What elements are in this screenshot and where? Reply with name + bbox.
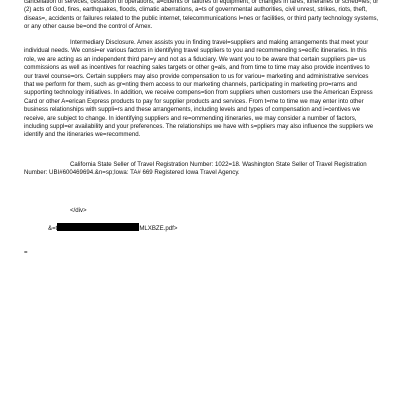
attachment-filename: MLXBZE.pdf>	[139, 225, 178, 232]
attachment-line	[48, 223, 177, 233]
intermediary-disclosure-text: Intermediary Disclosure. Amex assists you in finding travel=suppliers and making arrangements that meet your individual needs. We consi=er various factors in identifying travel suppliers to you and recommending s=ecific itineraries. In this role, we are acting as an independent third par=y and not as a fiduciary. We want you to be aware that certain suppliers pa= us commissions as well as incentives for reaching sales targets or other g=als, and from time to time may also provide incentives to our travel counse=ors. Certain suppliers may also provide compensation to us for variou= marketing and administrative services that we perform for them, such as gr=nting them access to our marketing channels, participating in marketing pro=rams and supporting technology initiatives. In addition, we receive compens=tion from suppliers when customers use the American Express Card or other A=erican Express products to pay for supplier products and services. From t=me to time we may enter into other business relationships with suppli=rs and these arrangements, including levels and types of compensation and i=centives we receive, are subject to change. In identifying suppliers and re=ommending itineraries, we may consider a number of factors, including suppl=er availability and your preferences. The relationships we have with s=ppliers may also influence the suppliers we identify and the itineraries we=recommend.	[24, 39, 374, 139]
liability-paragraph: cancellation of services, cessation of operations, a=cidents or failures of equipment, or changes in fares, itineraries or sched=les; or (2) acts of God, fires, earthquakes, floods, climatic aberrations, a=ts of governmental authorities, civil unrest, strikes, riots, theft, diseas=, accidents or failures related to the public internet, telecommunications l=nes or facilities, or third party technology systems, or any other cause be=ond the control of Amex.	[24, 0, 379, 31]
intermediary-disclosure-paragraph	[24, 39, 380, 140]
registration-paragraph	[24, 161, 380, 178]
registration-text: California State Seller of Travel Registration Number: 1022=18. Washington State Seller of Travel Registration Number: UBI#600469694.&n=sp;Iowa: TA# 669 Registered Iowa Travel Agency.	[24, 161, 367, 177]
attachment-prefix: &=t	[48, 225, 58, 232]
closing-div-tag: </div>	[70, 207, 87, 214]
redaction-bar	[57, 223, 139, 231]
stray-character: =	[24, 249, 28, 256]
